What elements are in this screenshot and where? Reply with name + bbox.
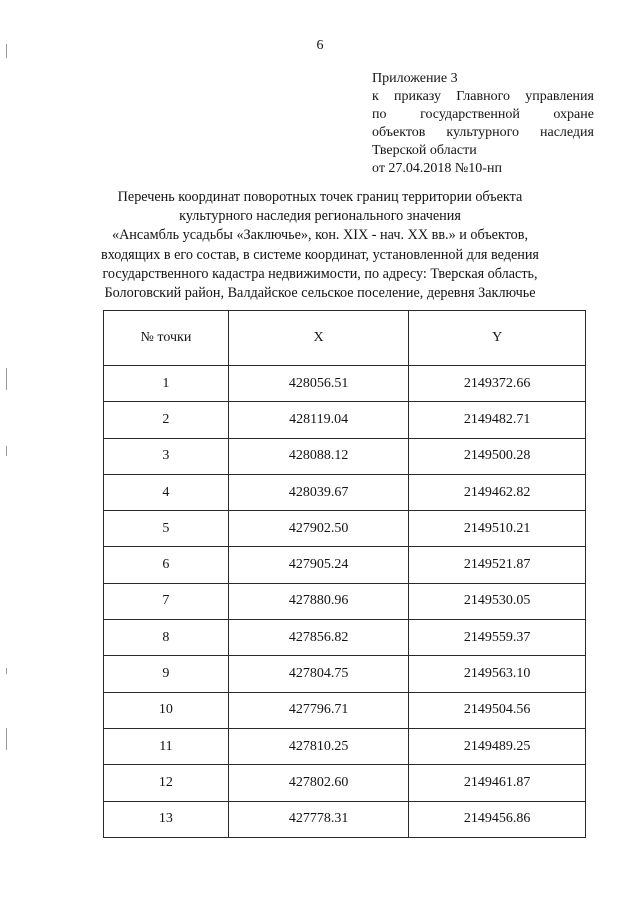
- appendix-word: управления: [525, 89, 594, 104]
- scan-mark: [6, 368, 7, 390]
- cell-y: 2149559.37: [409, 620, 586, 656]
- document-heading: [0, 188, 640, 303]
- appendix-word: объектов: [372, 125, 426, 140]
- cell-point-number: 4: [104, 474, 229, 510]
- cell-y: 2149563.10: [409, 656, 586, 692]
- heading-line: входящих в его состав, в системе координат, установленной для ведения: [101, 246, 539, 263]
- cell-y: 2149500.28: [409, 438, 586, 474]
- page-number: 6: [316, 38, 324, 53]
- cell-point-number: 12: [104, 765, 229, 801]
- heading-line: культурного наследия регионального значения: [179, 208, 461, 225]
- table-row: [104, 511, 586, 547]
- table-row: [104, 801, 586, 837]
- appendix-region-line: Тверской области: [372, 143, 477, 158]
- cell-point-number: 7: [104, 583, 229, 619]
- cell-x: 427778.31: [228, 801, 408, 837]
- appendix-word: охране: [553, 107, 594, 122]
- cell-point-number: 8: [104, 620, 229, 656]
- scan-mark: [6, 446, 7, 456]
- column-header-point-number: № точки: [104, 311, 229, 366]
- cell-y: 2149461.87: [409, 765, 586, 801]
- cell-x: 428088.12: [228, 438, 408, 474]
- cell-point-number: 10: [104, 692, 229, 728]
- appendix-block: [372, 70, 594, 178]
- cell-y: 2149482.71: [409, 402, 586, 438]
- cell-point-number: 3: [104, 438, 229, 474]
- heading-line: Перечень координат поворотных точек границ территории объекта: [117, 189, 523, 205]
- heading-line: государственного кадастра недвижимости, по адресу: Тверская область,: [102, 265, 538, 282]
- coordinates-table: [103, 310, 586, 838]
- cell-y: 2149521.87: [409, 547, 586, 583]
- appendix-agency-line: [372, 106, 594, 124]
- cell-x: 427880.96: [228, 583, 408, 619]
- appendix-word: по: [372, 107, 387, 122]
- cell-point-number: 13: [104, 801, 229, 837]
- table-row: [104, 728, 586, 764]
- cell-y: 2149372.66: [409, 366, 586, 402]
- appendix-word: наследия: [539, 125, 594, 140]
- cell-y: 2149504.56: [409, 692, 586, 728]
- cell-x: 427856.82: [228, 620, 408, 656]
- cell-x: 427802.60: [228, 765, 408, 801]
- cell-x: 427810.25: [228, 728, 408, 764]
- table-row: [104, 402, 586, 438]
- table-row: [104, 438, 586, 474]
- scan-mark: [6, 728, 7, 750]
- cell-point-number: 6: [104, 547, 229, 583]
- cell-x: 427796.71: [228, 692, 408, 728]
- column-header-x: X: [228, 311, 408, 366]
- appendix-word: государственной: [420, 107, 520, 122]
- column-header-y: Y: [409, 311, 586, 366]
- cell-x: 428119.04: [228, 402, 408, 438]
- appendix-word: Главного: [456, 89, 510, 104]
- table-row: [104, 474, 586, 510]
- table-header-row: [104, 311, 586, 366]
- appendix-order-line: [372, 88, 594, 106]
- heading-line: Бологовский район, Валдайское сельское поселение, деревня Заключье: [104, 285, 536, 302]
- cell-point-number: 11: [104, 728, 229, 764]
- cell-x: 428056.51: [228, 366, 408, 402]
- table-row: [104, 547, 586, 583]
- appendix-word: приказу: [394, 89, 442, 104]
- cell-y: 2149530.05: [409, 583, 586, 619]
- scan-mark: [6, 668, 7, 674]
- cell-y: 2149510.21: [409, 511, 586, 547]
- cell-x: 427905.24: [228, 547, 408, 583]
- table-row: [104, 692, 586, 728]
- table-row: [104, 656, 586, 692]
- cell-point-number: 1: [104, 366, 229, 402]
- cell-x: 427804.75: [228, 656, 408, 692]
- appendix-word: к: [372, 89, 379, 104]
- table-row: [104, 366, 586, 402]
- appendix-heritage-line: [372, 124, 594, 142]
- cell-x: 427902.50: [228, 511, 408, 547]
- cell-point-number: 2: [104, 402, 229, 438]
- cell-y: 2149456.86: [409, 801, 586, 837]
- table-row: [104, 765, 586, 801]
- table-row: [104, 583, 586, 619]
- cell-point-number: 9: [104, 656, 229, 692]
- cell-y: 2149462.82: [409, 474, 586, 510]
- cell-y: 2149489.25: [409, 728, 586, 764]
- cell-point-number: 5: [104, 511, 229, 547]
- appendix-word: культурного: [446, 125, 520, 140]
- appendix-date-line: от 27.04.2018 №10-нп: [372, 161, 502, 176]
- heading-line: «Ансамбль усадьбы «Заключье», кон. XIX - нач. XX вв.» и объектов,: [111, 227, 529, 244]
- appendix-title: Приложение 3: [372, 71, 458, 86]
- table-row: [104, 620, 586, 656]
- cell-x: 428039.67: [228, 474, 408, 510]
